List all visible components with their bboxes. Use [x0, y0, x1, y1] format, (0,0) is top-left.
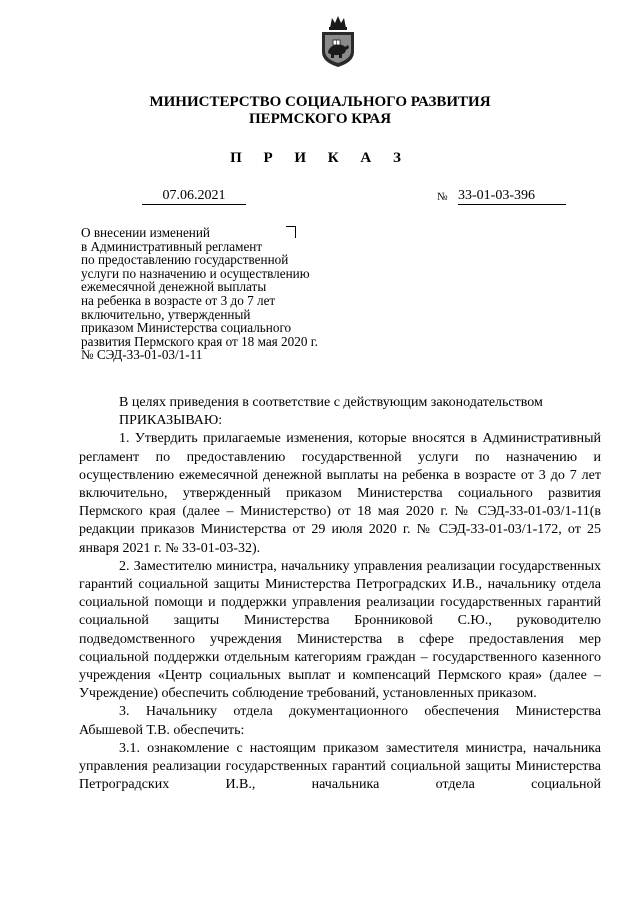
ministry-name-line1: МИНИСТЕРСТВО СОЦИАЛЬНОГО РАЗВИТИЯ	[149, 94, 491, 110]
subject-line: по предоставлению государственной	[81, 252, 289, 268]
intro-paragraph: В целях приведения в соответствие с действующим законодательством	[119, 395, 543, 410]
subject-line: приказом Министерства социального	[81, 320, 292, 336]
order-body	[79, 394, 601, 794]
subject-line: О внесении изменений	[81, 225, 210, 240]
subject-line: на ребенка в возрасте от 3 до 7 лет	[81, 292, 276, 308]
coat-of-arms-emblem	[318, 14, 358, 68]
paragraph-2: 2. Заместителю министра, начальнику управления реализации государственных гарантий социальной защиты Министерства Петроградских И.В., начальнику отдела социальной помощи и поддержки управления реализации государственных гарантий социальной защиты Министерства Бронниковой С.Ю., руководителю подведомственного учреждения Министерства в сфере предоставления мер социальной поддержки отдельным категориям граждан – государственного казенного учреждения «Центр социальных выплат и компенсаций Пермского края» (далее – Учреждение) обеспечить соблюдение требований, установленных приказом.	[79, 558, 601, 702]
number-sign: №	[437, 191, 448, 203]
subject-line: развития Пермского края от 18 мая 2020 г.	[81, 333, 318, 349]
subject-line: № СЭД-33-01-03/1-11	[81, 347, 203, 363]
subject-line: включительно, утвержденный	[81, 306, 251, 322]
decree-heading: ПРИКАЗЫВАЮ:	[119, 413, 223, 429]
paragraph-1: 1. Утвердить прилагаемые изменения, которые вносятся в Административный регламент по предоставлению государственной услуги по назначению и осуществлению ежемесячной денежной выплаты на ребенка в возрасте от 3 до 7 лет включительно, утвержденный приказом Министерства социального развития Пермского края (далее – Министерство) от 18 мая 2020 г. № СЭД-33-01-03/1-11(в редакции приказов Министерства от 29 июля 2020 г. № СЭД-33-01-03/1-172, от 25 января 2021 г. № 33-01-03-32).	[79, 431, 601, 556]
order-date: 07.06.2021	[142, 188, 246, 205]
order-subject	[81, 226, 318, 362]
paragraph-3-1: 3.1. ознакомление с настоящим приказом заместителя министра, начальника управления реализации государственных гарантий социальной защиты Министерства Петроградских И.В., начальника отдела социальной	[79, 740, 601, 793]
document-type-title: П Р И К А З	[230, 150, 410, 166]
subject-line: услуги по назначению и осуществлению	[81, 265, 310, 281]
subject-line: в Административный регламент	[81, 238, 263, 254]
subject-line: ежемесячной денежной выплаты	[81, 279, 267, 295]
order-number: 33-01-03-396	[458, 188, 566, 205]
ministry-name-line2: ПЕРМСКОГО КРАЯ	[248, 111, 392, 127]
ministry-name	[0, 94, 640, 128]
paragraph-3: 3. Начальнику отдела документационного обеспечения Министерства Абышевой Т.В. обеспечить:	[79, 704, 601, 738]
